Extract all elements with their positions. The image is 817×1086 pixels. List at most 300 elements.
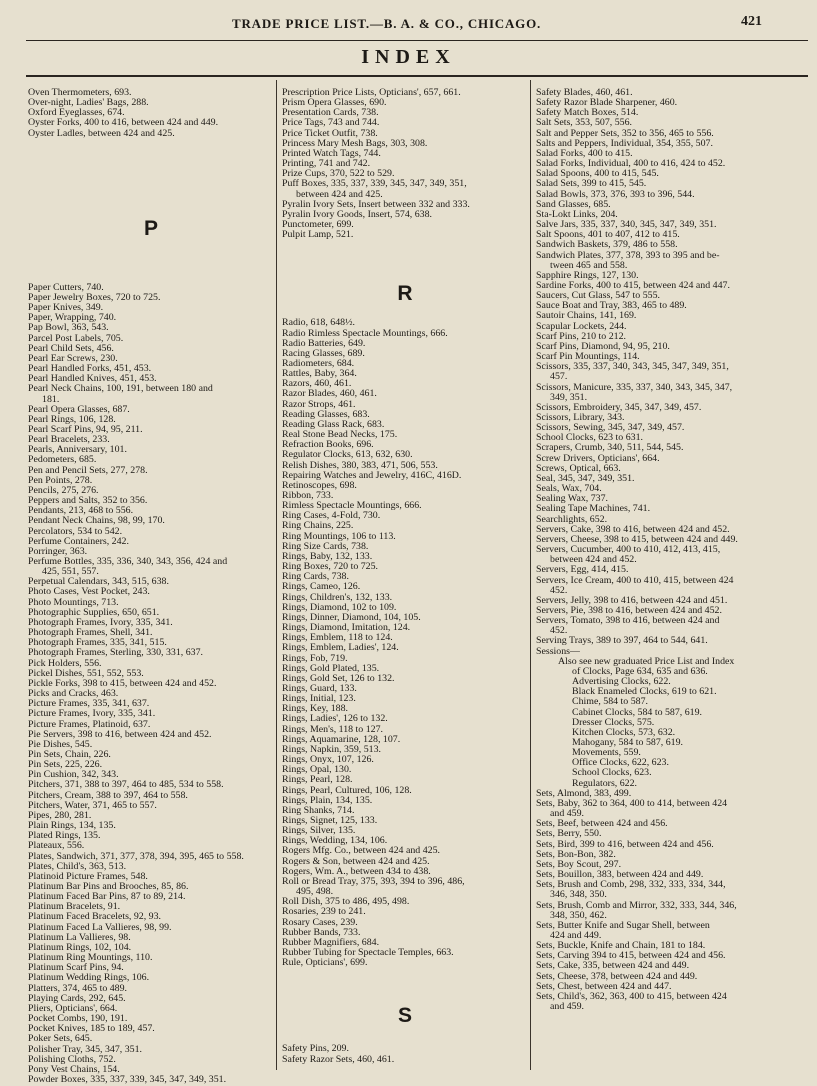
entry-text: Presentation Cards, 738. (282, 107, 379, 119)
entry-text: Rubber Magnifiers, 684. (282, 936, 380, 948)
entry-text: Sets, Brush, Comb and Mirror, 332, 333, 344, 346, (536, 899, 737, 911)
entry-text: Puff Boxes, 335, 337, 339, 345, 347, 349, 351, (282, 178, 467, 190)
entry-text: Regulator Clocks, 613, 632, 630. (282, 449, 413, 461)
entry-text: Photograph Frames, Sterling, 330, 331, 637. (28, 647, 203, 659)
entry-text: Punctometer, 699. (282, 219, 354, 231)
entry-text: Sauce Boat and Tray, 383, 465 to 489. (536, 300, 687, 312)
entry-text: Sautoir Chains, 141, 169. (536, 310, 637, 322)
entry-text: Printed Watch Tags, 744. (282, 147, 381, 159)
entry-text: Polisher Tray, 345, 347, 351. (28, 1043, 143, 1055)
entry-text: Seal, 345, 347, 349, 351. (536, 472, 635, 484)
entry-text: Platinum La Vallieres, 98. (28, 931, 131, 943)
section-letter-r: R (397, 282, 413, 306)
entry-text: Peppers and Salts, 352 to 356. (28, 495, 148, 507)
entry-text: Platinum Rings, 102, 104. (28, 941, 132, 953)
entry-text: Rings, Onyx, 107, 126. (282, 754, 374, 766)
entry-text: Plain Rings, 134, 135. (28, 820, 116, 832)
entry-text: Serving Trays, 389 to 397, 464 to 544, 641. (536, 635, 708, 647)
entry-text: Sets, Brush and Comb, 298, 332, 333, 334, 344, (536, 879, 726, 891)
index-entry (282, 450, 528, 460)
entry-text: Scarf Pin Mountings, 114. (536, 351, 640, 363)
entry-text: Oyster Ladles, between 424 and 425. (28, 127, 175, 139)
entry-text: Oyster Forks, 400 to 416, between 424 and 449. (28, 117, 219, 129)
entry-text: Perfume Containers, 242. (28, 535, 129, 547)
entry-text: Pearls, Anniversary, 101. (28, 444, 127, 456)
entry-text: Refraction Books, 696. (282, 439, 374, 451)
entry-continuation: and 459. (550, 808, 585, 820)
entry-text: Salad Spoons, 400 to 415, 545. (536, 168, 659, 180)
entry-text: Sets, Cake, 335, between 424 and 449. (536, 960, 690, 972)
entry-text: Rosary Cases, 239. (282, 916, 358, 928)
entry-text: Relish Dishes, 380, 383, 471, 506, 553. (282, 459, 438, 471)
entry-text: Radio Batteries, 649. (282, 337, 366, 349)
entry-text: Safety Pins, 209. (282, 1043, 349, 1055)
entry-text: Platinum Faced Bracelets, 92, 93. (28, 911, 162, 923)
page-number: 421 (741, 14, 762, 29)
entry-text: Scissors, Library, 343. (536, 412, 625, 423)
entry-text: Safety Match Boxes, 514. (536, 107, 639, 119)
entry-text: Platters, 374, 465 to 489. (28, 982, 128, 994)
entry-text: Plated Rings, 135. (28, 830, 101, 842)
entry-text: Scissors, Embroidery, 345, 347, 349, 457. (536, 401, 702, 413)
entry-text: Sand Glasses, 685. (536, 198, 611, 210)
entry-text: Cabinet Clocks, 584 to 587, 619. (572, 706, 703, 718)
entry-text: Sessions— (536, 645, 580, 657)
entry-text: Printing, 741 and 742. (282, 158, 371, 170)
entry-text: Servers, Cucumber, 400 to 410, 412, 413, 415, (536, 544, 721, 556)
entry-text: Servers, Jelly, 398 to 416, between 424 and 451. (536, 594, 728, 606)
entry-text: Ribbon, 733. (282, 490, 334, 501)
entry-text: Safety Razor Sets, 460, 461. (282, 1053, 395, 1065)
entry-text: Saucers, Cut Glass, 547 to 555. (536, 290, 660, 302)
entry-text: Rings, Dinner, Diamond, 104, 105. (282, 611, 421, 623)
entry-text: Platinum Wedding Rings, 106. (28, 972, 150, 984)
index-entry (536, 901, 812, 921)
index-entry (536, 880, 812, 900)
entry-text: Razor Strops, 461. (282, 398, 356, 410)
entry-text: Pickel Dishes, 551, 552, 553. (28, 667, 144, 679)
entry-text: Pendant Neck Chains, 98, 99, 170. (28, 515, 165, 527)
entry-text: Regulators, 622. (572, 777, 638, 789)
entry-text: Sets, Bird, 399 to 416, between 424 and 456. (536, 838, 714, 850)
index-entry (282, 958, 528, 968)
entry-text: Pitchers, Cream, 388 to 397, 464 to 558. (28, 789, 188, 801)
index-entry (282, 1055, 528, 1065)
entry-text: Platinoid Picture Frames, 548. (28, 870, 148, 882)
entry-text: Servers, Cheese, 398 to 415, between 424 and 449. (536, 533, 738, 545)
entry-text: Pearl Ear Screws, 230. (28, 352, 118, 364)
entry-text: Salt Sets, 353, 507, 556. (536, 117, 633, 129)
entry-text: Pie Dishes, 545. (28, 738, 93, 750)
entry-text: Ring Boxes, 720 to 725. (282, 561, 379, 573)
entry-text: Sets, Cheese, 378, between 424 and 449. (536, 970, 698, 982)
entry-continuation: 452. (550, 625, 568, 637)
entry-text: Rings, Diamond, Imitation, 124. (282, 622, 411, 634)
entry-text: Movements, 559. (572, 747, 641, 759)
entry-text: Sandwich Plates, 377, 378, 393 to 395 and be- (536, 249, 720, 261)
entry-text: Rogers, Wm. A., between 434 to 438. (282, 865, 431, 877)
entry-text: Rings, Silver, 135. (282, 825, 356, 837)
index-entry (28, 1075, 274, 1085)
entry-text: Ring Shanks, 714. (282, 804, 355, 816)
entry-text: Radio, 618, 648½. (282, 317, 355, 329)
entry-text: Rule, Opticians', 699. (282, 957, 368, 969)
entry-text: Retinoscopes, 698. (282, 479, 357, 491)
entry-text: Scissors, Sewing, 345, 347, 349, 457. (536, 422, 685, 434)
entry-text: Polishing Cloths, 752. (28, 1053, 116, 1065)
entry-text: Rattles, Baby, 364. (282, 368, 357, 380)
entry-text: Pony Vest Chains, 154. (28, 1063, 120, 1075)
entry-text: Platinum Ring Mountings, 110. (28, 952, 153, 964)
entry-text: Platinum Faced La Vallieres, 98, 99. (28, 921, 172, 933)
entry-text: Sets, Almond, 383, 499. (536, 787, 632, 799)
entry-text: Platinum Bracelets, 91. (28, 901, 121, 913)
entry-text: Screw Drivers, Opticians', 664. (536, 452, 660, 464)
entry-text: Rings, Emblem, 118 to 124. (282, 632, 393, 644)
entry-text: Safety Blades, 460, 461. (536, 87, 633, 98)
entry-text: Rubber Bands, 733. (282, 926, 361, 938)
entry-text: Pipes, 280, 281. (28, 809, 92, 821)
index-entry (536, 545, 812, 565)
entry-text: Plates, Sandwich, 371, 377, 378, 394, 395, 465 to 558. (28, 850, 244, 862)
entry-text: Sandwich Baskets, 379, 486 to 558. (536, 239, 678, 251)
column-divider-1 (276, 80, 277, 1070)
entry-text: Pen and Pencil Sets, 277, 278. (28, 464, 148, 476)
entry-text: Picture Frames, Ivory, 335, 341. (28, 708, 156, 720)
entry-continuation: 452. (550, 584, 568, 596)
entry-text: Perfume Bottles, 335, 336, 340, 343, 356, 424 and (28, 556, 228, 567)
entry-continuation: 424 and 449. (550, 929, 602, 941)
entry-text: Sets, Chest, between 424 and 447. (536, 980, 672, 992)
entry-text: Reading Glass Rack, 683. (282, 418, 385, 430)
entry-text: Sets, Buckle, Knife and Chain, 181 to 184. (536, 940, 706, 952)
entry-text: Rings, Napkin, 359, 513. (282, 743, 382, 755)
entry-text: Salad Forks, Individual, 400 to 416, 424 to 452. (536, 158, 726, 170)
entry-text: Scissors, 335, 337, 340, 343, 345, 347, 349, 351, (536, 361, 729, 373)
entry-text: Poker Sets, 645. (28, 1033, 93, 1045)
entry-text: Pendants, 213, 468 to 556. (28, 505, 134, 517)
index-column-3 (536, 88, 812, 1012)
entry-text: Roll Dish, 375 to 486, 495, 498. (282, 896, 410, 908)
entry-text: Pyralin Ivory Goods, Insert, 574, 638. (282, 208, 433, 220)
entry-text: Price Tags, 743 and 744. (282, 117, 380, 129)
entry-text: School Clocks, 623 to 631. (536, 432, 643, 444)
entry-text: Playing Cards, 292, 645. (28, 992, 126, 1004)
header-rule (26, 40, 808, 41)
heading-rule (26, 75, 808, 77)
entry-text: Servers, Pie, 398 to 416, between 424 and 452. (536, 604, 722, 616)
entry-text: Rings, Fob, 719. (282, 652, 348, 664)
entry-text: Price Ticket Outfit, 738. (282, 127, 378, 139)
entry-text: Sets, Carving 394 to 415, between 424 and 456. (536, 950, 726, 962)
entry-text: Pocket Combs, 190, 191. (28, 1013, 128, 1025)
entry-text: Prescription Price Lists, Opticians', 657, 661. (282, 87, 461, 98)
entry-text: Servers, Egg, 414, 415. (536, 564, 629, 576)
index-entry (536, 576, 812, 596)
entry-text: Pedometers, 685. (28, 454, 97, 466)
entry-text: Sets, Bon-Bon, 382. (536, 848, 616, 860)
entry-text: Salad Forks, 400 to 415. (536, 147, 633, 159)
entry-text: Razor Blades, 460, 461. (282, 388, 377, 400)
entry-text: Rogers Mfg. Co., between 424 and 425. (282, 845, 440, 857)
entry-text: Searchlights, 652. (536, 513, 608, 525)
entry-text: Sets, Butter Knife and Sugar Shell, between (536, 919, 710, 931)
entry-text: Pie Servers, 398 to 416, between 424 and 452. (28, 728, 212, 740)
section-letter-p: P (143, 216, 158, 240)
entry-text: Oven Thermometers, 693. (28, 87, 132, 98)
entry-text: Safety Razor Blade Sharpener, 460. (536, 97, 678, 109)
entry-text: Rings, Key, 188. (282, 703, 349, 715)
entry-text: Pitchers, Water, 371, 465 to 557. (28, 799, 157, 811)
entry-text: Rings, Pearl, 128. (282, 774, 353, 786)
entry-continuation: 181. (42, 393, 60, 405)
entry-text: Scrapers, Crumb, 340, 511, 544, 545. (536, 442, 684, 454)
entry-text: Pap Bowl, 363, 543. (28, 322, 109, 334)
entry-text: Rings, Plain, 134, 135. (282, 794, 373, 806)
entry-text: Picture Frames, Platinoid, 637. (28, 718, 151, 730)
entry-text: Pin Cushion, 342, 343. (28, 769, 119, 781)
entry-text: Office Clocks, 622, 623. (572, 757, 669, 769)
index-entry (282, 775, 528, 785)
entry-text: Salad Sets, 399 to 415, 545. (536, 178, 647, 190)
entry-text: Pen Points, 278. (28, 474, 93, 486)
entry-text: Sets, Child's, 362, 363, 400 to 415, between 424 (536, 990, 727, 1002)
entry-text: Pencils, 275, 276. (28, 484, 99, 496)
entry-text: Salt Spoons, 401 to 407, 412 to 415. (536, 229, 680, 241)
index-entry (28, 129, 274, 139)
entry-text: Photo Cases, Vest Pocket, 243. (28, 586, 150, 598)
entry-continuation: 457. (550, 371, 568, 383)
entry-text: Rings, Aquamarine, 128, 107. (282, 733, 401, 745)
entry-text: Paper Jewelry Boxes, 720 to 725. (28, 291, 161, 303)
entry-text: Rings, Emblem, Ladies', 124. (282, 642, 399, 654)
entry-text: Racing Glasses, 689. (282, 347, 365, 359)
entry-text: Real Stone Bead Necks, 175. (282, 429, 398, 441)
section-letter-s: S (397, 1004, 412, 1028)
entry-text: Rings, Initial, 123. (282, 693, 356, 705)
index-entry (28, 709, 274, 719)
entry-text: Pearl Scarf Pins, 94, 95, 211. (28, 423, 143, 435)
entry-text: Pitchers, 371, 388 to 397, 464 to 485, 534 to 558. (28, 779, 224, 791)
entry-text: Picks and Cracks, 463. (28, 688, 119, 700)
index-entry (282, 877, 528, 897)
entry-text: Rings, Guard, 133. (282, 682, 357, 694)
entry-text: Pearl Child Sets, 456. (28, 342, 114, 354)
entry-text: Pearl Bracelets, 233. (28, 434, 110, 446)
index-entry (28, 384, 274, 404)
entry-text: Rings, Children's, 132, 133. (282, 591, 393, 603)
entry-text: Rosaries, 239 to 241. (282, 906, 366, 918)
entry-continuation: 348, 350, 462. (550, 909, 607, 921)
entry-text: Also see new graduated Price List and Index (558, 655, 735, 667)
entry-text: Rings, Signet, 125, 133. (282, 815, 378, 826)
entry-continuation: 425, 551, 557. (42, 566, 99, 578)
entry-text: Rings, Men's, 118 to 127. (282, 723, 383, 735)
entry-text: Ring Size Cards, 738. (282, 540, 369, 552)
entry-text: Radiometers, 684. (282, 357, 355, 369)
entry-text: Ring Chains, 225. (282, 520, 354, 532)
entry-text: Ring Mountings, 106 to 113. (282, 530, 396, 542)
entry-text: Percolators, 534 to 542. (28, 525, 123, 537)
entry-text: Pyralin Ivory Sets, Insert between 332 and 333. (282, 198, 470, 210)
index-entry (536, 383, 812, 403)
index-entry (282, 318, 528, 328)
entry-continuation: 495, 498. (296, 886, 334, 898)
entry-text: Salt and Pepper Sets, 352 to 356, 465 to 556. (536, 127, 714, 139)
index-entry (536, 251, 812, 271)
entry-text: Photo Mountings, 713. (28, 596, 119, 608)
entry-text: Ring Cases, 4-Fold, 730. (282, 510, 381, 522)
entry-text: Paper Cutters, 740. (28, 281, 104, 293)
entry-continuation: 349, 351. (550, 391, 588, 403)
entry-text: Sets, Beef, between 424 and 456. (536, 818, 668, 830)
entry-text: Picture Frames, 335, 341, 637. (28, 698, 150, 710)
entry-text: Scarf Pins, Diamond, 94, 95, 210. (536, 340, 670, 352)
index-entry (536, 799, 812, 819)
entry-text: Rogers & Son, between 424 and 425. (282, 855, 430, 867)
entry-text: Perpetual Calendars, 343, 515, 638. (28, 576, 169, 588)
entry-text: Pearl Rings, 106, 128. (28, 413, 116, 425)
entry-text: Servers, Cake, 398 to 416, between 424 and 452. (536, 523, 730, 535)
entry-text: Oxford Eyeglasses, 674. (28, 107, 125, 119)
entry-text: Reading Glasses, 683. (282, 408, 370, 420)
running-header (0, 14, 817, 34)
index-entry (536, 565, 812, 575)
entry-continuation: between 424 and 425. (296, 188, 383, 200)
entry-text: School Clocks, 623. (572, 767, 652, 779)
entry-text: Powder Boxes, 335, 337, 339, 345, 347, 349, 351. (28, 1073, 227, 1085)
index-entry (28, 1034, 274, 1044)
entry-text: Screws, Optical, 663. (536, 462, 621, 474)
index-entry (536, 616, 812, 636)
index-entry (282, 643, 528, 653)
entry-text: Platinum Scarf Pins, 94. (28, 962, 124, 974)
index-entry (282, 179, 528, 199)
entry-text: Platinum Bar Pins and Brooches, 85, 86. (28, 881, 189, 892)
entry-continuation: and 459. (550, 1001, 585, 1013)
entry-text: Mahogany, 584 to 587, 619. (572, 737, 683, 748)
entry-text: Pickle Forks, 398 to 415, between 424 and 452. (28, 677, 217, 689)
entry-text: Roll or Bread Tray, 375, 393, 394 to 396, 486, (282, 875, 465, 887)
entry-text: Rimless Spectacle Mountings, 666. (282, 500, 422, 512)
entry-text: Pearl Handled Knives, 451, 453. (28, 373, 157, 385)
entry-text: Ring Cards, 738. (282, 571, 349, 583)
entry-text: Pliers, Opticians', 664. (28, 1002, 118, 1014)
entry-text: Scissors, Manicure, 335, 337, 340, 343, 345, 347, (536, 381, 733, 393)
entry-text: Sealing Wax, 737. (536, 493, 608, 505)
entry-text: Pocket Knives, 185 to 189, 457. (28, 1023, 155, 1035)
entry-text: Sets, Baby, 362 to 364, 400 to 414, between 424 (536, 797, 728, 809)
entry-text: Rings, Baby, 132, 133. (282, 550, 373, 562)
entry-text: Princess Mary Mesh Bags, 303, 308. (282, 137, 428, 149)
entry-text: Sets, Boy Scout, 297. (536, 858, 622, 870)
index-entry (536, 362, 812, 382)
index-entry (536, 697, 812, 707)
entry-text: Pulpit Lamp, 521. (282, 229, 354, 241)
entry-continuation: 346, 348, 350. (550, 889, 607, 901)
entry-text: Rings, Diamond, 102 to 109. (282, 601, 397, 613)
entry-text: Rings, Opal, 130. (282, 764, 352, 776)
entry-text: Advertising Clocks, 622. (572, 676, 671, 688)
entry-text: Servers, Ice Cream, 400 to 410, 415, between 424 (536, 574, 734, 586)
entry-text: Rings, Ladies', 126 to 132. (282, 713, 388, 725)
entry-text: Sapphire Rings, 127, 130. (536, 269, 639, 281)
entry-text: Sets, Berry, 550. (536, 828, 602, 840)
entry-text: Paper Knives, 349. (28, 302, 104, 314)
entry-text: Repairing Watches and Jewelry, 416C, 416D. (282, 469, 462, 481)
entry-text: Rings, Gold Set, 126 to 132. (282, 672, 395, 684)
index-entry (536, 921, 812, 941)
index-entry (536, 240, 812, 250)
index-entry (282, 1044, 528, 1054)
index-entry (28, 557, 274, 577)
entry-text: Scarf Pins, 210 to 212. (536, 330, 626, 342)
entry-text: Salad Bowls, 373, 376, 393 to 396, 544. (536, 188, 695, 200)
index-entry (28, 516, 274, 526)
entry-text: Scapular Lockets, 244. (536, 320, 627, 332)
entry-text: Salve Jars, 335, 337, 340, 345, 347, 349, 351. (536, 219, 717, 231)
entry-text: Rings, Gold Plated, 135. (282, 662, 380, 674)
entry-text: Salts and Peppers, Individual, 354, 355, 507. (536, 137, 713, 149)
entry-text: Chime, 584 to 587. (572, 696, 648, 708)
entry-text: Kitchen Clocks, 573, 632. (572, 726, 676, 738)
index-heading: INDEX (361, 46, 456, 68)
entry-text: Seals, Wax, 704. (536, 483, 602, 495)
entry-text: Black Enameled Clocks, 619 to 621. (572, 686, 717, 698)
entry-text: Photograph Frames, Ivory, 335, 341. (28, 616, 173, 628)
entry-text: Photographic Supplies, 650, 651. (28, 606, 160, 618)
header-title: TRADE PRICE LIST.—B. A. & CO., CHICAGO. (232, 16, 542, 31)
column-divider-2 (530, 80, 531, 1070)
entry-text: Pin Sets, 225, 226. (28, 759, 103, 771)
entry-text: Pin Sets, Chain, 226. (28, 748, 111, 760)
entry-text: Porringer, 363. (28, 545, 88, 557)
index-entry (536, 992, 812, 1012)
entry-text: Rubber Tubing for Spectacle Temples, 663. (282, 947, 454, 959)
entry-text: Plateaux, 556. (28, 840, 85, 852)
entry-text: Razors, 460, 461. (282, 378, 352, 390)
entry-text: Prize Cups, 370, 522 to 529. (282, 168, 395, 180)
entry-text: Pearl Opera Glasses, 687. (28, 403, 130, 415)
entry-text: Photograph Frames, Shell, 341. (28, 627, 153, 639)
entry-text: Rings, Pearl, Cultured, 106, 128. (282, 784, 412, 796)
entry-text: Prism Opera Glasses, 690. (282, 97, 387, 109)
entry-text: Pearl Handled Forks, 451, 453. (28, 363, 152, 375)
entry-text: Rings, Wedding, 134, 106. (282, 835, 388, 847)
entry-text: Platinum Faced Bar Pins, 87 to 89, 214. (28, 891, 186, 903)
entry-text: Sta-Lokt Links, 204. (536, 208, 618, 220)
entry-text: Plates, Child's, 363, 513. (28, 860, 127, 872)
entry-text: Parcel Post Labels, 705. (28, 332, 124, 344)
entry-text: Sardine Forks, 400 to 415, between 424 and 447. (536, 279, 730, 291)
entry-continuation: between 424 and 452. (550, 554, 637, 566)
entry-text: Pearl Neck Chains, 100, 191, between 180 and (28, 383, 213, 395)
entry-text: Paper, Wrapping, 740. (28, 312, 117, 324)
entry-continuation: of Clocks, Page 634, 635 and 636. (572, 665, 708, 677)
entry-text: Over-night, Ladies' Bags, 288. (28, 97, 149, 109)
entry-text: Photograph Frames, 335, 341, 515. (28, 637, 167, 649)
index-entry (282, 230, 528, 240)
entry-text: Rings, Cameo, 126. (282, 581, 361, 593)
entry-text: Pick Holders, 556. (28, 657, 102, 669)
entry-text: Sealing Tape Machines, 741. (536, 503, 651, 515)
index-entry (28, 841, 274, 851)
index-column-2 (282, 88, 528, 1065)
entry-text: Dresser Clocks, 575. (572, 716, 655, 728)
index-column-1 (28, 88, 274, 1085)
entry-text: Radio Rimless Spectacle Mountings, 666. (282, 327, 448, 339)
entry-text: Sets, Bouillon, 383, between 424 and 449. (536, 869, 704, 881)
